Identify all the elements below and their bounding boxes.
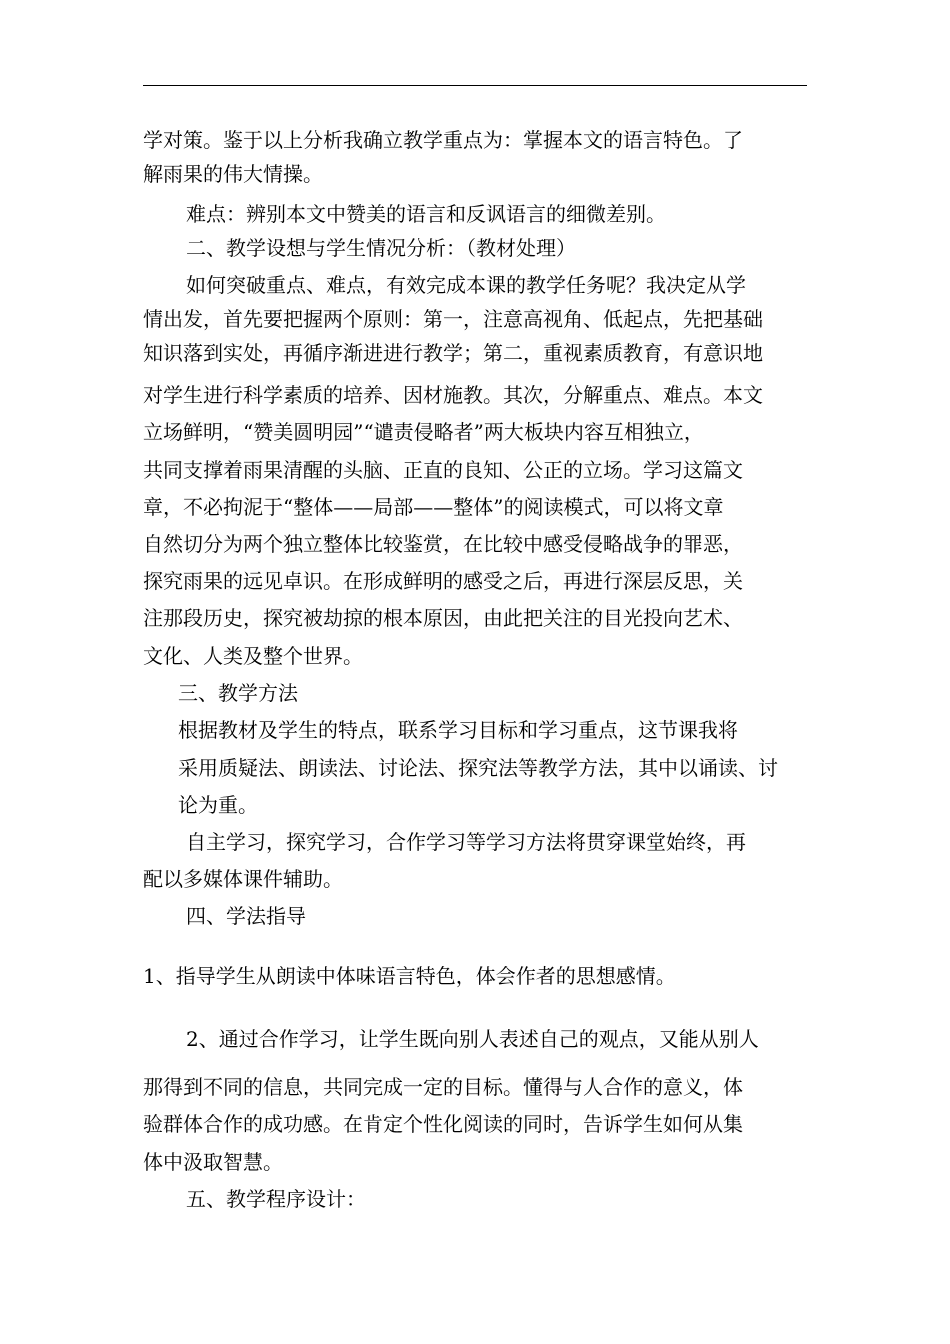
text-line: 探究雨果的远见卓识。在形成鲜明的感受之后，再进行深层反思，关	[143, 569, 743, 593]
text-line: 如何突破重点、难点，有效完成本课的教学任务呢？我决定从学	[186, 273, 746, 297]
header-rule	[143, 85, 807, 86]
list-item: 1、指导学生从朗读中体味语言特色，体会作者的思想感情。	[143, 964, 676, 988]
text-line: 立场鲜明，“赞美圆明园”“谴责侵略者”两大板块内容互相独立，	[143, 420, 704, 444]
section-heading: 四、学法指导	[186, 904, 306, 928]
text-line: 难点：辨别本文中赞美的语言和反讽语言的细微差别。	[186, 202, 666, 226]
text-line: 论为重。	[178, 793, 258, 817]
text-line: 配以多媒体课件辅助。	[143, 867, 343, 891]
section-heading: 二、教学设想与学生情况分析：（教材处理）	[186, 236, 576, 260]
text-line: 验群体合作的成功感。在肯定个性化阅读的同时，告诉学生如何从集	[143, 1112, 743, 1136]
text-line: 解雨果的伟大情操。	[143, 162, 323, 186]
text-line: 章，不必拘泥于“整体——局部——整体”的阅读模式，可以将文章	[143, 495, 724, 519]
text-line: 自主学习，探究学习，合作学习等学习方法将贯穿课堂始终，再	[186, 830, 746, 854]
text-line: 对学生进行科学素质的培养、因材施教。其次，分解重点、难点。本文	[143, 383, 763, 407]
text-line: 注那段历史，探究被劫掠的根本原因，由此把关注的目光投向艺术、	[143, 606, 743, 630]
text-line: 体中汲取智慧。	[143, 1150, 283, 1174]
list-item: 2、通过合作学习，让学生既向别人表述自己的观点，又能从别人	[186, 1027, 759, 1051]
text-line: 那得到不同的信息，共同完成一定的目标。懂得与人合作的意义，体	[143, 1075, 743, 1099]
text-line: 共同支撑着雨果清醒的头脑、正直的良知、公正的立场。学习这篇文	[143, 458, 743, 482]
text-line: 根据教材及学生的特点，联系学习目标和学习重点，这节课我将	[178, 718, 738, 742]
text-line: 情出发，首先要把握两个原则：第一，注意高视角、低起点，先把基础	[143, 307, 763, 331]
text-line: 知识落到实处，再循序渐进进行教学；第二，重视素质教育，有意识地	[143, 341, 763, 365]
text-line: 学对策。鉴于以上分析我确立教学重点为：掌握本文的语言特色。了	[143, 128, 743, 152]
section-heading: 三、教学方法	[178, 681, 298, 705]
text-line: 采用质疑法、朗读法、讨论法、探究法等教学方法，其中以诵读、讨	[178, 756, 778, 780]
text-line: 文化、人类及整个世界。	[143, 644, 363, 668]
section-heading: 五、教学程序设计：	[186, 1187, 366, 1211]
text-line: 自然切分为两个独立整体比较鉴赏，在比较中感受侵略战争的罪恶，	[143, 532, 743, 556]
